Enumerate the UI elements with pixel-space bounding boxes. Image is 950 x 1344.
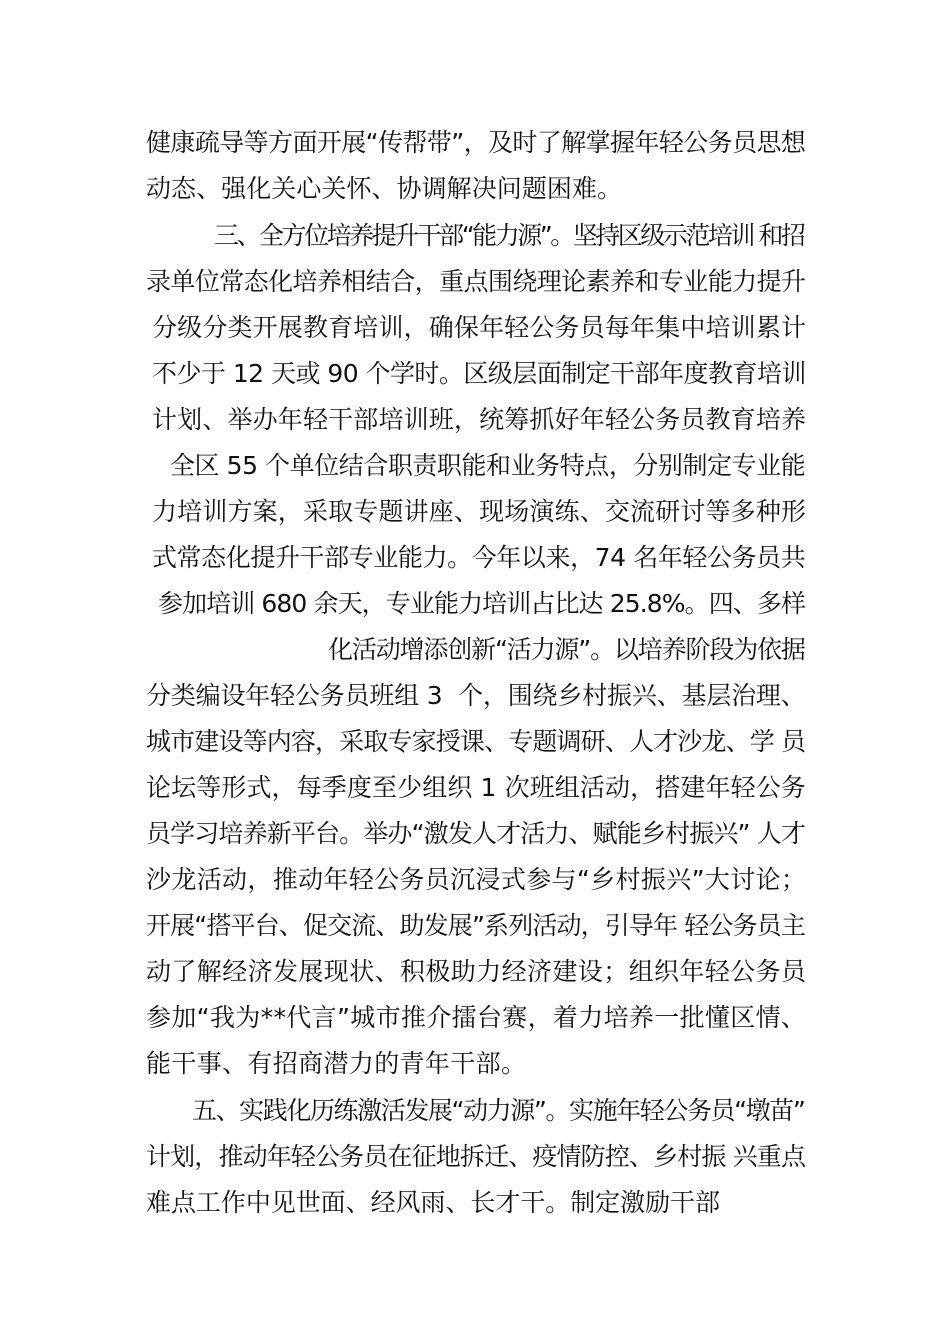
text-line: 开展“搭平台、促交流、助发展”系列活动，引导年 轻公务员主 (146, 911, 805, 940)
text-line: 论坛等形式，每季度至少组织 1 次班组活动，搭建年轻公务 (146, 773, 806, 802)
text-line: 化活动增添创新“活力源”。以培养阶段为依据 (328, 635, 805, 664)
text-line: 全区 55 个单位结合职责职能和业务特点，分别制定专业能 (170, 451, 806, 480)
text-line: 计划、举办年轻干部培训班，统筹抓好年轻公务员教育培养 (152, 405, 806, 434)
text-line: 健康疏导等方面开展“传帮带”，及时了解掌握年轻公务员思想 (146, 128, 806, 157)
text-line: 五、实践化历练激活发展“动力源”。实施年轻公务员“墩苗” (192, 1096, 805, 1125)
text-line: 三、全方位培养提升干部“能力源”。坚持区级示范培训 和招 (214, 221, 804, 250)
text-line: 式常态化提升干部专业能力。今年以来，74 名年轻公务员共 (152, 543, 806, 572)
text-line: 参加“我为**代言”城市推介擂台赛，着力培养一批懂区情、 (146, 1003, 806, 1032)
text-line: 参加培训 680 余天，专业能力培训占比达 25.8%。四、多样 (158, 589, 806, 618)
text-line: 能干事、有招商潜力的青年干部。 (146, 1049, 526, 1078)
text-line: 力培训方案，采取专题讲座、现场演练、交流研讨等多种形 (152, 497, 806, 526)
text-line: 分类编设年轻公务员班组 3 个，围绕乡村振兴、基层治理、 (146, 681, 806, 710)
text-line: 难点工作中见世面、经风雨、长才干。制定激励干部 (146, 1188, 720, 1217)
text-line: 计划，推动年轻公务员在征地拆迁、疫情防控、乡村振 兴重点 (146, 1142, 806, 1171)
text-line: 分级分类开展教育培训，确保年轻公务员每年集中培训累计 (152, 313, 806, 342)
text-line: 录单位常态化培养相结合，重点围绕理论素养和专业能力提升 (146, 267, 806, 296)
text-line: 城市建设等内容，采取专家授课、专题调研、人才沙龙、学 员 (146, 727, 806, 756)
text-line: 沙龙活动，推动年轻公务员沉浸式参与“乡村振兴”大讨论； (146, 865, 806, 894)
text-line: 动态、强化关心关怀、协调解决问题困难。 (146, 174, 622, 203)
text-line: 动了解经济发展现状、积极助力经济建设；组织年轻公务员 (146, 957, 806, 986)
text-line: 不少于 12 天或 90 个学时。区级层面制定干部年度教育培训 (152, 359, 806, 388)
text-line: 员学习培养新平台。举办“激发人才活力、赋能乡村振兴” 人才 (146, 819, 805, 848)
